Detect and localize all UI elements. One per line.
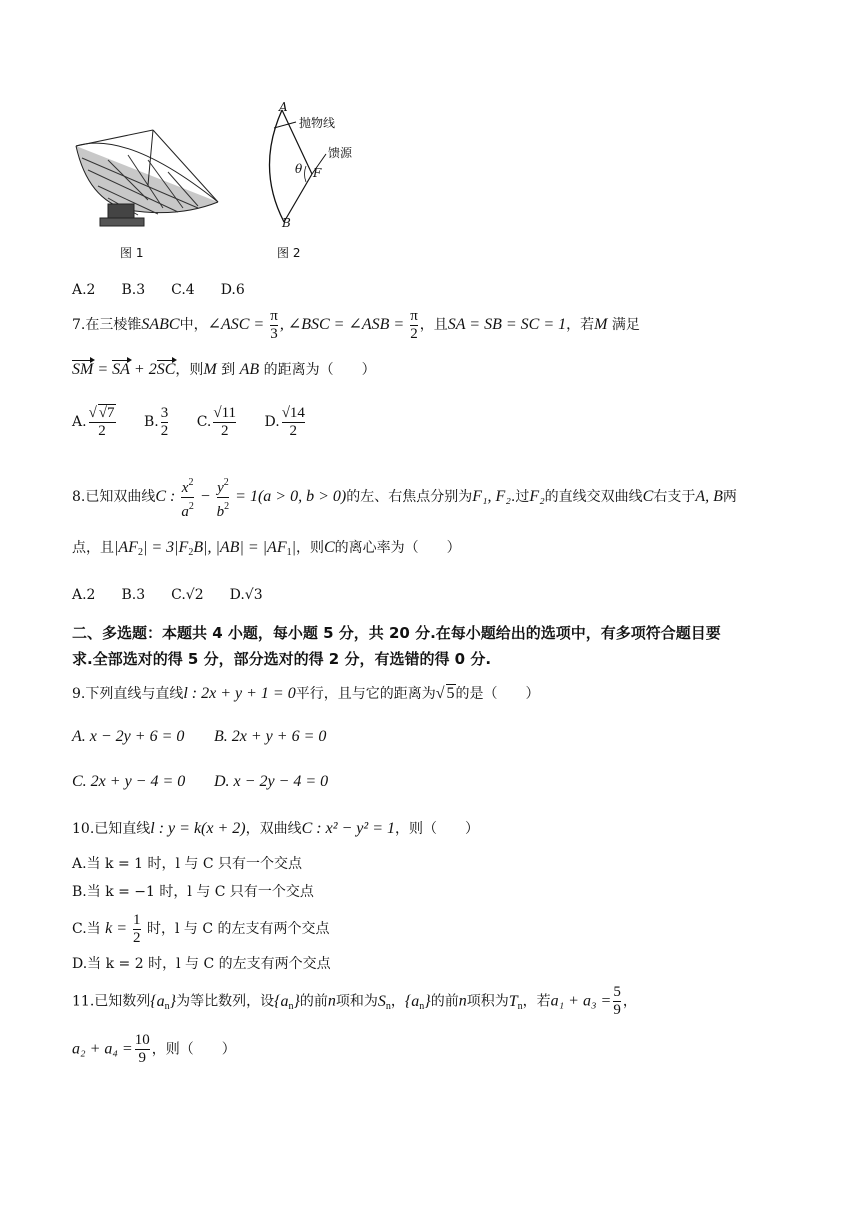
q8-line-2 (72, 539, 461, 562)
q11-end: ，则（ ） (151, 1041, 236, 1058)
q9-option-c[interactable]: C. 2x + y − 4 = 0 (72, 773, 186, 790)
q6-option-a[interactable]: A.2 (72, 282, 96, 298)
q11-seq-3: $\{a_n\}$ (404, 992, 431, 1012)
q11-frac1: $\frac{5}{9}$ (613, 984, 621, 1018)
q8-c2: C (324, 539, 335, 556)
q9-dist: √ 5 (435, 685, 455, 702)
q7-m: M (594, 316, 608, 334)
q8-abs-cond: $|AF_2| = 3|F_2B|$, $|AB| = |AF_1|$ (114, 539, 296, 558)
q11-mid4: ， (390, 993, 405, 1010)
q10-line: l : y = k(x + 2) (150, 820, 246, 837)
q8-line1-tail3: 的直线交双曲线 (544, 489, 643, 506)
q9-end: 的是（ ） (455, 686, 540, 702)
q8-line2-tail: ，则 (296, 540, 324, 556)
q8-prefix: 8.已知双曲线 (72, 489, 156, 506)
q7-line2-mid: 到 (221, 362, 236, 378)
q8-option-a[interactable]: A.2 (72, 587, 96, 603)
figure-1-caption: 图 1 (120, 246, 144, 260)
q10-prefix: 10.已知直线 (72, 821, 151, 837)
label-a: A (279, 100, 288, 114)
q9-line: l : 2x + y + 1 = 0 (183, 685, 296, 702)
figure-2-caption: 图 2 (277, 246, 301, 260)
q8-c: C (642, 488, 654, 506)
q11-seq: $\{a_n\}$ (150, 992, 177, 1012)
q10-option-c[interactable]: C.当 k = $\frac{1}{2}$ 时，l 与 C 的左支有两个交点 (72, 912, 330, 946)
q6-option-c[interactable]: C.4 (171, 282, 195, 298)
q10-stem (72, 820, 479, 838)
q7-option-c[interactable]: C. $\frac{√11}{2}$ (196, 404, 237, 439)
label-feed: 馈源 (328, 146, 353, 160)
q8-options (72, 586, 289, 604)
q10-end: ，则（ ） (394, 821, 479, 837)
q10-mid: ，双曲线 (245, 821, 302, 837)
q9-options-row-1 (72, 728, 326, 746)
q11-mid2: 的前 (299, 993, 328, 1010)
radio-telescope-drawing (68, 100, 228, 230)
q11-line-2 (72, 1032, 236, 1067)
section-2-heading-line-2: 求.全部选对的得 5 分，部分选对的得 2 分，有选错的得 0 分. (72, 650, 492, 668)
q11-mid6: 项积为 (466, 993, 509, 1010)
q9-prefix: 9.下列直线与直线 (72, 686, 184, 702)
q11-seq-2: $\{a_n\}$ (274, 992, 300, 1012)
q7-option-a[interactable]: A. $\frac{√ √7}{2}$ (72, 405, 115, 439)
q7-option-d[interactable]: D. $\frac{√14}{2}$ (264, 404, 305, 439)
q11-sn: $S_n$ (377, 992, 391, 1012)
q11-frac2: $\frac{10}{9}$ (134, 1032, 150, 1066)
q11-mid1: 为等比数列，设 (176, 993, 275, 1010)
q6-option-d[interactable]: D.6 (220, 282, 245, 298)
label-b: B (282, 216, 291, 230)
q11-tn: $T_n$ (508, 992, 523, 1012)
q7-end1: 满足 (611, 317, 640, 334)
q9-mid: 平行，且与它的距离为 (295, 686, 436, 702)
q7-line2-end: 的距离为（ ） (263, 362, 376, 378)
q8-option-d[interactable]: D.√3 (229, 587, 263, 603)
q11-mid5: 的前 (430, 993, 459, 1010)
q11-prefix: 11.已知数列 (72, 993, 151, 1010)
q8-line1-tail4: 右支于 (653, 489, 696, 506)
q9-option-d[interactable]: D. x − 2y − 4 = 0 (214, 773, 329, 790)
label-f: F (313, 166, 322, 180)
q10-option-a[interactable]: A.当 k = 1 时，l 与 C 只有一个交点 (72, 856, 303, 872)
q9-stem (72, 684, 540, 703)
q11-mid3: 项和为 (335, 993, 378, 1010)
section-2-heading-line-1: 二、多选题：本题共 4 小题，每小题 5 分，共 20 分.在每小题给出的选项中，有多项符合题目要 (72, 624, 721, 642)
q8-f2: F₂ (529, 488, 545, 506)
q8-line2-start: 点，且 (72, 540, 114, 556)
q8-hyperbola-eq: C : $\frac{x^2}{a^2}$ − $\frac{y^2}{b^2}$ = 1 (155, 477, 258, 520)
q7-options (72, 404, 307, 440)
q7-prefix: 7.在三棱锥 (72, 317, 142, 334)
q7-m2: M (203, 361, 217, 378)
q8-cond: (a > 0, b > 0) (257, 488, 347, 506)
q7-line2-tail: ，则 (175, 362, 204, 378)
q10-option-d[interactable]: D.当 k = 2 时，l 与 C 的左支有两个交点 (72, 956, 331, 972)
q7-eq: SA = SB = SC = 1 (447, 316, 567, 334)
q8-option-b[interactable]: B.3 (121, 587, 146, 603)
label-theta: θ (295, 162, 303, 176)
q8-line1-tail: 的左、右焦点分别为 (346, 489, 473, 506)
q11-n-2: n (458, 992, 467, 1010)
q8-ab: A, B (695, 488, 723, 506)
q7-option-b[interactable]: B. $\frac{3}{2}$ (143, 404, 169, 439)
q7-line-1 (72, 308, 640, 343)
q11-line-1: 11.已知数列$\{a_n\}$为等比数列，设$\{a_n\}$的前n项和为$S_n$，$\{a_n\}$的前n项积为$T_n$，若a₁ + a₃ = $\frac{5}{9}$ ， (72, 984, 637, 1018)
q9-option-b[interactable]: B. 2x + y + 6 = 0 (214, 728, 327, 745)
q8-line2-end: 的离心率为（ ） (334, 540, 461, 556)
q11-n: n (327, 992, 336, 1010)
q7-solid: SABC (141, 316, 180, 334)
q8-line-1 (72, 474, 737, 521)
q7-mid2: ，若 (566, 317, 595, 334)
q7-angle-cond: ∠ASC = $\frac{\pi}{3}$ , ∠BSC = ∠ASB = $\frac{\pi}{2}$ (207, 308, 418, 342)
q7-line-2 (72, 360, 376, 379)
q7-cond-tail: ，且 (419, 317, 448, 334)
q7-vector-eq: SM = SA + 2SC (72, 361, 176, 378)
q8-line1-tail2: .过 (510, 489, 530, 506)
q9-option-a[interactable]: A. x − 2y + 6 = 0 (72, 728, 185, 745)
figure-1-dish (68, 100, 228, 230)
q10-hyperbola: C : x² − y² = 1 (301, 820, 395, 837)
label-parabola: 抛物线 (299, 116, 336, 130)
q7-mid1: 中， (179, 317, 208, 334)
q6-option-b[interactable]: B.3 (121, 282, 146, 298)
q11-mid7: ，若 (522, 993, 551, 1010)
q7-ab: AB (239, 361, 260, 378)
q9-options-row-2 (72, 773, 328, 791)
q11-eq1: a₁ + a₃ = (550, 992, 612, 1010)
q8-foci: F₁, F₂ (472, 488, 511, 506)
q11-eq2: a₂ + a₄ = (72, 1040, 133, 1058)
q6-options (72, 281, 271, 299)
q8-line1-end: 两 (722, 489, 737, 506)
q8-option-c[interactable]: C.√2 (171, 587, 204, 603)
q10-option-b[interactable]: B.当 k = −1 时，l 与 C 只有一个交点 (72, 884, 314, 900)
